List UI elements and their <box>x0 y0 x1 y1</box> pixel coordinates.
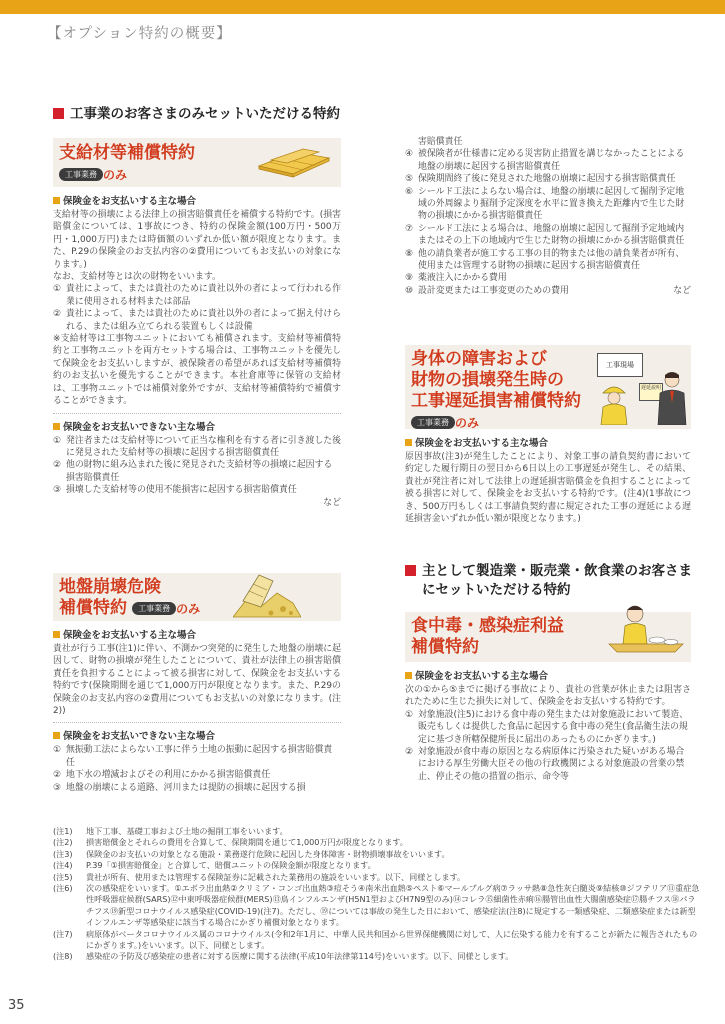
delay-title-line3: 工事遅延損害補償特約 <box>411 391 581 411</box>
ground-cont-list <box>405 148 691 297</box>
food-paid-heading: 保険金をお支払いする主な場合 <box>405 668 691 682</box>
list-item: ① 発注者または支給材等について正当な権利を有する者に引き渡した後に発見された支給材等の損壊に起因する損害賠償責任 <box>53 435 341 458</box>
ground-paid-text: 貴社が行う工事(注1)に伴い、不測かつ突発的に発生した地盤の崩壊に起因して、財物の損壊が発生したことについて、貴社が法律上の損害賠償責任を負担することによって被る損害に対して、保険金をお支払いする特約です(保険期間を通じて1,000万円が限度となります。また、P.29の保険金のお支払内容の②費用についてもお支払いの対象になります。(注2)) <box>53 644 341 717</box>
food-title-band <box>405 612 691 662</box>
delay-paid-text: 原因事故(注3)が発生したことにより、対象工事の請負契約書において約定した履行期日の翌日から6日以上の工事遅延が発生し、その結果、貴社が発注者に対して法律上の遅延損害賠償金を負担することによって被る損害に対して、保険金をお支払いする特約です。(注4)(1事故につき、500万円もしくは工事請負契約書に規定された工事の遅延による遅延損害金いずれか低い額が限度となります。) <box>405 452 691 525</box>
food-title-line2: 補償特約 <box>411 637 479 657</box>
list-item: ⑩ 設計変更または工事変更のための費用 <box>405 285 569 296</box>
ground-title-line1: 地盤崩壊危険 <box>59 577 161 597</box>
ground-continued-block <box>405 136 691 297</box>
client-man-icon <box>655 369 689 425</box>
section-title-construction: 工事業のお客さまのみセットいただける特約 <box>53 105 340 124</box>
ground-cont-first: 害賠償責任 <box>418 137 463 147</box>
red-square-icon <box>53 108 64 119</box>
worker-icon <box>597 379 631 425</box>
list-item: ② 対象施設が食中毒の原因となる病原体に汚染された疑いがある場合における厚生労働大臣その他の行政機関による対象施設の営業の禁止、停止その他の措置の指示、命令等 <box>405 747 685 782</box>
page-heading: 【オプション特約の概要】 <box>47 26 232 42</box>
lumber-stack-icon <box>255 144 333 178</box>
supplied-unpaid-heading: 保険金をお支払いできない主な場合 <box>53 419 341 433</box>
delay-title-line2: 財物の損壊発生時の <box>411 370 564 390</box>
footnote: (注1) 地下工事、基礎工事および土地の掘削工事をいいます。 <box>53 826 288 836</box>
footnote: (注2) 損害賠償金とそれらの費用を合算して、保険期間を通じて1,000万円が限度となります。 <box>53 837 408 848</box>
divider <box>53 413 341 414</box>
supplied-unpaid-list <box>53 435 341 497</box>
delay-paid-heading: 保険金をお支払いする主な場合 <box>405 435 691 449</box>
ground-collapse-block <box>53 573 341 794</box>
list-item: ⑦ シールド工法による場合は、地盤の崩壊に起因して掘削予定地域内またはその上下の地域内で生じた財物の損壊にかかる損害賠償責任 <box>405 223 685 247</box>
list-item: ② 地下水の増減およびその利用にかかる損害賠償責任 <box>53 770 271 781</box>
supplied-title: 支給材等補償特約 <box>59 143 195 163</box>
list-item: ② 他の財物に組み込まれた後に発見された支給材等の損壊に起因する損害賠償責任 <box>53 460 333 483</box>
explanation-sign: 遅延説明 <box>639 383 663 401</box>
footnotes <box>53 826 703 963</box>
supplied-materials-block <box>53 138 341 509</box>
list-item: ② 貴社によって、または貴社のために貴社以外の者によって据え付けられる、または組み立てられる装置もしくは設備 <box>53 309 341 332</box>
list-item: ① 貴社によって、または貴社のために貴社以外の者によって行われる作業に使用される材料または部品 <box>53 284 341 307</box>
ground-paid-heading: 保険金をお支払いする主な場合 <box>53 627 341 641</box>
badge-construction: 工事業務 <box>59 168 103 181</box>
ground-unpaid-list <box>53 744 341 794</box>
construction-site-board: 工事現場 <box>597 353 643 377</box>
list-item: ⑨ 薬液注入にかかる費用 <box>405 273 507 284</box>
list-item: ③ 損壊した支給材等の使用不能損害に起因する損害賠償責任 <box>53 485 297 496</box>
red-square-icon <box>405 565 416 576</box>
food-items-list <box>405 709 691 783</box>
divider <box>53 722 341 723</box>
collapsed-building-icon <box>233 569 301 619</box>
list-item: ① 対象施設(注5)における食中毒の発生または対象施設において製造、販売もしくは提供した食品に起因する食中毒の発生(食品衛生法の規定に基づき所轄保健所長に届出のあったものにかぎります。) <box>405 709 688 745</box>
supplied-items-list <box>53 283 341 333</box>
footnote: (注7) 病原体がベータコロナウイルス属のコロナウイルス(令和2年1月に、中華人民共和国から世界保健機関に対して、人に伝染する能力を有することが新たに報告されたものにかぎります。)をいいます。以下、同様とします。 <box>53 928 698 951</box>
ground-unpaid-heading: 保険金をお支払いできない主な場合 <box>53 728 341 742</box>
list-item: ④ 被保険者が仕様書に定める災害防止措置を講じなかったことによる地盤の崩壊に起因する損害賠償責任 <box>405 149 685 172</box>
cook-with-dishes-icon <box>605 600 687 658</box>
footnote: (注8) 感染症の予防及び感染症の患者に対する医療に関する法律(平成10年法律第114号)をいいます。以下、同様とします。 <box>53 951 514 962</box>
page-number: 35 <box>8 998 25 1013</box>
supplied-remark: ※支給材等は工事物ユニットにおいても補償されます。支給材等補償特約と工事物ユニットを両方セットする場合は、工事物ユニットを優先して保険金をお支払いしますが、被保険者の希望があれば支給材等補償特約のお支払いを優先することができます。本社倉庫等に保管の支給材は、工事物ユニットでは補償対象外ですが、支給材等補償特約で補償することができます。 <box>53 334 341 407</box>
footnote: (注3) 保険金のお支払いの対象となる施設・業務遂行危険に起因した身体障害・財物損壊事故をいいます。 <box>53 848 450 859</box>
supplied-paid-text2: なお、支給材等とは次の財物をいいます。 <box>53 272 221 283</box>
delay-block <box>405 345 691 525</box>
ground-title-line2: 補償特約 <box>59 598 127 618</box>
delay-title-line1: 身体の障害および <box>411 349 547 369</box>
ground-title-band: 地盤崩壊危険 補償特約 工事業務 のみ <box>53 573 341 621</box>
food-block <box>405 612 691 783</box>
list-item: ⑥ シールド工法によらない場合は、地盤の崩壊に起因して掘削予定地域の外周線より掘削予定深度を水平に置き換えた距離内で生じた財物の損壊にかかる損害賠償責任 <box>405 186 685 222</box>
list-item: ⑤ 保険期間終了後に発見された地盤の崩壊に起因する損害賠償責任 <box>405 174 676 185</box>
list-item: ⑧ 他の請負業者が施工する工事の目的物または他の請負業者が所有、使用または管理する財物の損壊に起因する損害賠償責任 <box>405 248 685 272</box>
list-item: ① 無振動工法によらない工事に伴う土地の振動に起因する損害賠償責任 <box>53 745 333 768</box>
food-title-line1: 食中毒・感染症利益 <box>411 616 564 636</box>
section-title-manufacturing: 主として製造業・販売業・飲食業のお客さま にセットいただける特約 <box>405 562 705 600</box>
footnote: (注4) P.39「①損害賠償金」と合算して、賠償ユニットの保険金額が限度となります。 <box>53 860 376 871</box>
ground-cont-nado: など <box>673 286 691 297</box>
supplied-paid-heading: 保険金をお支払いする主な場合 <box>53 193 341 207</box>
badge-construction: 工事業務 <box>132 602 176 615</box>
supplied-title-band: 支給材等補償特約 工事業務 のみ <box>53 138 341 187</box>
list-item: ③ 地盤の崩壊による道路、河川または提防の損壊に起因する損 <box>53 782 306 793</box>
top-accent-bar <box>0 0 725 14</box>
supplied-nado: など <box>323 497 341 508</box>
supplied-paid-text: 支給材等の損壊による法律上の損害賠償責任を補償する特約です。(損害賠償金については、1事故につき、特約の保険金額(100万円・500万円・1,000万円)または時価額のいずれか低い額が限度となります。また、P.29の保険金のお支払内容の②費用についてもお支払いの対象になります。) <box>53 210 341 270</box>
food-paid-text: 次の①から⑤までに掲げる事故により、貴社の営業が休止または阻害されたために生じた損失に対して、保険金をお支払いする特約です。 <box>405 685 691 708</box>
delay-title-band: 身体の障害および 財物の損壊発生時の 工事遅延損害補償特約 工事業務 のみ 工事現場 遅延説明 <box>405 345 691 429</box>
badge-construction: 工事業務 <box>411 416 455 429</box>
footnote: (注5) 貴社が所有、使用または管理する保険証券に記載された業務用の施設をいいます。以下、同様とします。 <box>53 871 466 882</box>
footnote: (注6) 次の感染症をいいます。①エボラ出血熱②クリミア・コンゴ出血熱③痘そう④南米出血熱⑤ペスト⑥マールブルグ病⑦ラッサ熱⑧急性灰白髄炎⑨結核⑩ジフテリア⑪重症急性呼吸器症候群(SARS)⑫中東呼吸器症候群(MERS)⑬鳥インフルエンザ(H5N1型およびH7N9型のみ)⑭コレラ⑮細菌性赤痢⑯腸管出血性大腸菌感染症⑰腸チフス⑱パラチフス⑲新型コロナウイルス感染症(COVID-19)(注7)。ただし、⑲については事故の発生した日において、感染症法(注8)に規定する一類感染症、二類感染症または新型インフルエンザ等感染症に該当する場合にかぎり補償対象となります。 <box>53 883 700 928</box>
